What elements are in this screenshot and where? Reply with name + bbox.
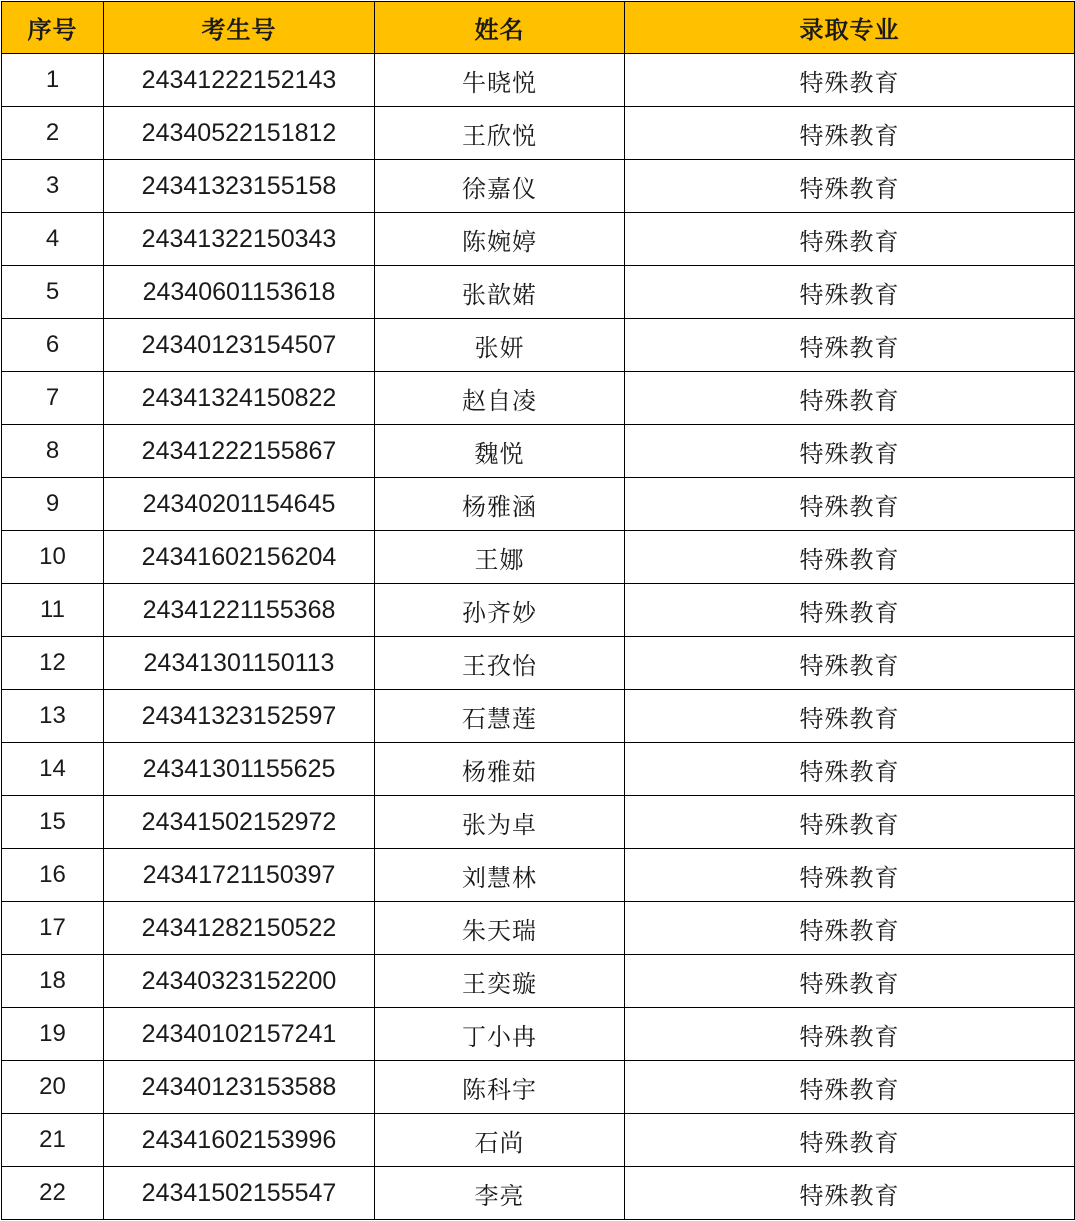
cell-name: 王娜 xyxy=(375,531,625,584)
cell-name: 王孜怡 xyxy=(375,637,625,690)
table-row xyxy=(2,160,1075,213)
cell-name: 徐嘉仪 xyxy=(375,160,625,213)
cell-exam-id: 24341324150822 xyxy=(104,372,375,425)
cell-major: 特殊教育 xyxy=(625,531,1075,584)
cell-name: 张歆婼 xyxy=(375,266,625,319)
cell-name: 张妍 xyxy=(375,319,625,372)
table-row xyxy=(2,1114,1075,1167)
cell-name: 丁小冉 xyxy=(375,1008,625,1061)
cell-major: 特殊教育 xyxy=(625,1061,1075,1114)
cell-index: 5 xyxy=(2,266,104,319)
cell-name: 杨雅茹 xyxy=(375,743,625,796)
cell-major: 特殊教育 xyxy=(625,1008,1075,1061)
cell-index: 16 xyxy=(2,849,104,902)
cell-major: 特殊教育 xyxy=(625,902,1075,955)
table-row xyxy=(2,743,1075,796)
cell-exam-id: 24341502152972 xyxy=(104,796,375,849)
cell-major: 特殊教育 xyxy=(625,690,1075,743)
cell-major: 特殊教育 xyxy=(625,743,1075,796)
cell-exam-id: 24340323152200 xyxy=(104,955,375,1008)
cell-index: 1 xyxy=(2,54,104,107)
table-row xyxy=(2,478,1075,531)
cell-exam-id: 24341301155625 xyxy=(104,743,375,796)
table-row xyxy=(2,902,1075,955)
cell-name: 牛晓悦 xyxy=(375,54,625,107)
table-row xyxy=(2,1008,1075,1061)
table-row xyxy=(2,319,1075,372)
cell-exam-id: 24340123153588 xyxy=(104,1061,375,1114)
cell-major: 特殊教育 xyxy=(625,584,1075,637)
cell-major: 特殊教育 xyxy=(625,425,1075,478)
cell-major: 特殊教育 xyxy=(625,319,1075,372)
cell-name: 魏悦 xyxy=(375,425,625,478)
cell-index: 2 xyxy=(2,107,104,160)
cell-index: 19 xyxy=(2,1008,104,1061)
cell-name: 陈科宇 xyxy=(375,1061,625,1114)
table-row xyxy=(2,637,1075,690)
cell-major: 特殊教育 xyxy=(625,54,1075,107)
header-exam-id: 考生号 xyxy=(104,2,375,54)
cell-exam-id: 24340201154645 xyxy=(104,478,375,531)
header-name: 姓名 xyxy=(375,2,625,54)
table-row xyxy=(2,372,1075,425)
cell-exam-id: 24341301150113 xyxy=(104,637,375,690)
cell-exam-id: 24341222152143 xyxy=(104,54,375,107)
cell-major: 特殊教育 xyxy=(625,478,1075,531)
table-row xyxy=(2,796,1075,849)
cell-index: 6 xyxy=(2,319,104,372)
cell-index: 14 xyxy=(2,743,104,796)
cell-name: 王欣悦 xyxy=(375,107,625,160)
table-row xyxy=(2,955,1075,1008)
table-row xyxy=(2,54,1075,107)
cell-exam-id: 24340123154507 xyxy=(104,319,375,372)
header-row xyxy=(2,2,1075,54)
table-row xyxy=(2,1167,1075,1220)
cell-exam-id: 24341602156204 xyxy=(104,531,375,584)
cell-index: 10 xyxy=(2,531,104,584)
cell-exam-id: 24341502155547 xyxy=(104,1167,375,1220)
cell-name: 刘慧林 xyxy=(375,849,625,902)
table-row xyxy=(2,531,1075,584)
cell-major: 特殊教育 xyxy=(625,849,1075,902)
cell-exam-id: 24341322150343 xyxy=(104,213,375,266)
header-major: 录取专业 xyxy=(625,2,1075,54)
cell-exam-id: 24341222155867 xyxy=(104,425,375,478)
table-row xyxy=(2,213,1075,266)
cell-index: 8 xyxy=(2,425,104,478)
cell-name: 孙齐妙 xyxy=(375,584,625,637)
cell-exam-id: 24341323155158 xyxy=(104,160,375,213)
table-row xyxy=(2,584,1075,637)
cell-index: 20 xyxy=(2,1061,104,1114)
cell-major: 特殊教育 xyxy=(625,372,1075,425)
cell-major: 特殊教育 xyxy=(625,1167,1075,1220)
header-index: 序号 xyxy=(2,2,104,54)
table-row xyxy=(2,425,1075,478)
cell-index: 4 xyxy=(2,213,104,266)
cell-major: 特殊教育 xyxy=(625,1114,1075,1167)
cell-index: 9 xyxy=(2,478,104,531)
cell-name: 赵自凌 xyxy=(375,372,625,425)
cell-exam-id: 24341282150522 xyxy=(104,902,375,955)
cell-index: 11 xyxy=(2,584,104,637)
cell-major: 特殊教育 xyxy=(625,107,1075,160)
cell-exam-id: 24341323152597 xyxy=(104,690,375,743)
cell-exam-id: 24341602153996 xyxy=(104,1114,375,1167)
cell-index: 22 xyxy=(2,1167,104,1220)
cell-name: 李亮 xyxy=(375,1167,625,1220)
cell-index: 21 xyxy=(2,1114,104,1167)
table-row xyxy=(2,690,1075,743)
cell-index: 7 xyxy=(2,372,104,425)
cell-index: 3 xyxy=(2,160,104,213)
table-header xyxy=(2,2,1075,54)
cell-name: 石尚 xyxy=(375,1114,625,1167)
cell-index: 13 xyxy=(2,690,104,743)
cell-major: 特殊教育 xyxy=(625,266,1075,319)
cell-name: 陈婉婷 xyxy=(375,213,625,266)
cell-index: 12 xyxy=(2,637,104,690)
cell-name: 石慧莲 xyxy=(375,690,625,743)
cell-exam-id: 24341221155368 xyxy=(104,584,375,637)
cell-major: 特殊教育 xyxy=(625,213,1075,266)
cell-index: 17 xyxy=(2,902,104,955)
cell-exam-id: 24341721150397 xyxy=(104,849,375,902)
cell-name: 杨雅涵 xyxy=(375,478,625,531)
cell-exam-id: 24340522151812 xyxy=(104,107,375,160)
cell-index: 18 xyxy=(2,955,104,1008)
cell-major: 特殊教育 xyxy=(625,160,1075,213)
cell-major: 特殊教育 xyxy=(625,955,1075,1008)
cell-name: 王奕璇 xyxy=(375,955,625,1008)
cell-name: 张为卓 xyxy=(375,796,625,849)
cell-index: 15 xyxy=(2,796,104,849)
table-row xyxy=(2,1061,1075,1114)
cell-major: 特殊教育 xyxy=(625,796,1075,849)
table-body xyxy=(2,54,1075,1220)
table-row xyxy=(2,849,1075,902)
admission-table xyxy=(1,1,1075,1220)
cell-major: 特殊教育 xyxy=(625,637,1075,690)
cell-name: 朱天瑞 xyxy=(375,902,625,955)
cell-exam-id: 24340102157241 xyxy=(104,1008,375,1061)
cell-exam-id: 24340601153618 xyxy=(104,266,375,319)
table-row xyxy=(2,107,1075,160)
table-row xyxy=(2,266,1075,319)
